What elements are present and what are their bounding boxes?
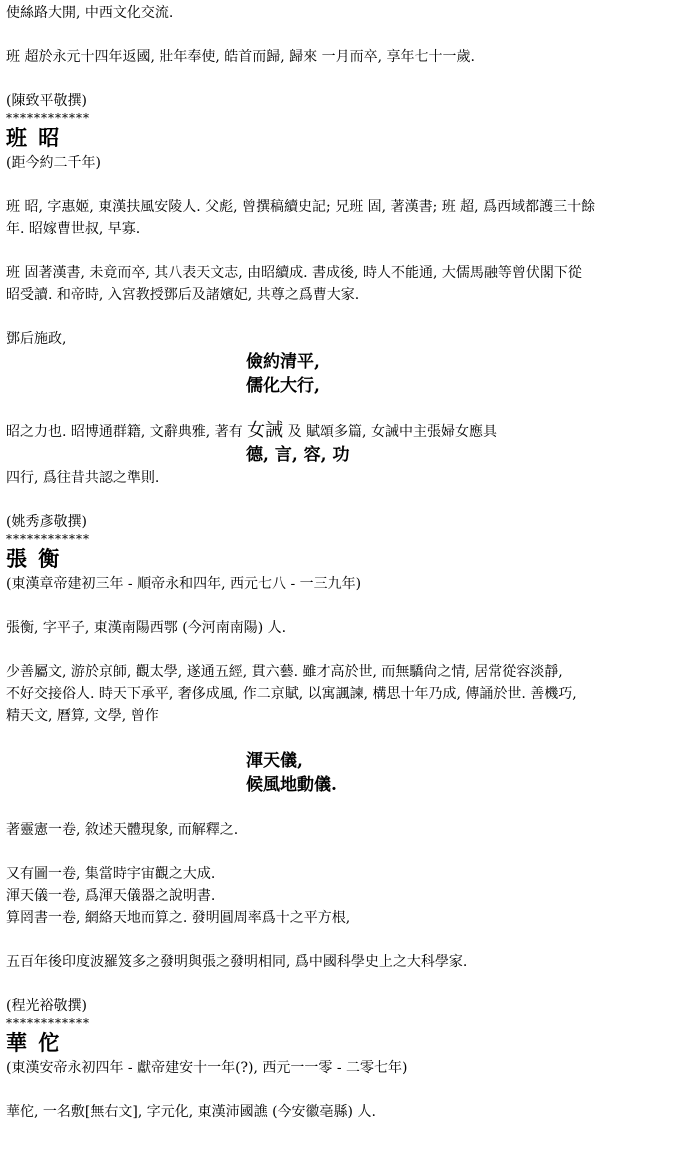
- text-line: 班 固著漢書, 未竟而卒, 其八表天文志, 由昭續成. 書成後, 時人不能通, 大儒馬融等曾伏閣下從: [6, 265, 582, 281]
- separator: ************: [6, 111, 90, 125]
- text-line: 班 超於永元十四年返國, 壯年奉使, 皓首而歸, 歸來 一月而卒, 享年七十一歲.: [6, 49, 475, 65]
- date-note: (距今約二千年): [6, 155, 101, 171]
- text-line: 華佗, 一名敷[無右文], 字元化, 東漢沛國譙 (今安徽亳縣) 人.: [6, 1104, 376, 1120]
- text-line: 又有圖一卷, 集當時宇宙觀之大成.: [6, 866, 216, 882]
- centered-phrase: 渾天儀,: [246, 751, 303, 771]
- text-line: 鄧后施政,: [6, 331, 67, 347]
- date-note: (東漢安帝永初四年 - 獻帝建安十一年(?), 西元一一零 - 二零七年): [6, 1060, 408, 1076]
- section-heading: 張 衡: [6, 546, 62, 571]
- text-line: 四行, 爲往昔共認之準則.: [6, 470, 160, 486]
- text-line: 年. 昭嫁曹世叔, 早寡.: [6, 221, 141, 237]
- text-line: 不好交接俗人. 時天下承平, 奢侈成風, 作二京賦, 以寓諷諫, 構思十年乃成, 傳誦於世. 善機巧,: [6, 686, 577, 702]
- text-line: 算罔書一卷, 網絡天地而算之. 發明圓周率爲十之平方根,: [6, 910, 351, 926]
- text-line: 少善屬文, 游於京師, 觀太學, 遂通五經, 貫六藝. 雖才高於世, 而無驕尙之情, 居常從容淡靜,: [6, 664, 563, 680]
- centered-phrase: 儉約清平,: [246, 352, 320, 372]
- author-credit: (陳致平敬撰): [6, 93, 87, 109]
- date-note: (東漢章帝建初三年 - 順帝永和四年, 西元七八 - 一三九年): [6, 576, 362, 592]
- document-page: [6, 2, 682, 1123]
- centered-phrase: 候風地動儀.: [246, 775, 337, 795]
- separator: ************: [6, 532, 90, 546]
- text-line: 著靈憲一卷, 敘述天體現象, 而解釋之.: [6, 822, 239, 838]
- text-line: 渾天儀一卷, 爲渾天儀器之說明書.: [6, 888, 216, 904]
- text-line: 昭受讀. 和帝時, 入宮教授鄧后及諸嬪妃, 共尊之爲曹大家.: [6, 287, 360, 303]
- section-heading: 班 昭: [6, 125, 62, 150]
- text-line: 五百年後印度波羅笈多之發明與張之發明相同, 爲中國科學史上之大科學家.: [6, 954, 468, 970]
- text-fragment: 及 賦頌多篇, 女誡中主張婦女應具: [287, 424, 497, 440]
- centered-phrase: 德, 言, 容, 功: [246, 445, 350, 465]
- text-line: 精天文, 曆算, 文學, 曾作: [6, 708, 159, 724]
- author-credit: (程光裕敬撰): [6, 998, 87, 1014]
- centered-phrase: 儒化大行,: [246, 376, 320, 396]
- book-title: 女誡: [247, 420, 284, 441]
- text-line: 使絲路大開, 中西文化交流.: [6, 5, 174, 21]
- text-line: 班 昭, 字惠姬, 東漢扶風安陵人. 父彪, 曾撰稿續史記; 兄班 固, 著漢書; 班 超, 爲西域都護三十餘: [6, 199, 596, 215]
- text-fragment: 昭之力也. 昭博通群籍, 文辭典雅, 著有: [6, 424, 243, 440]
- author-credit: (姚秀彥敬撰): [6, 514, 87, 530]
- text-line: [6, 420, 682, 443]
- section-heading: 華 佗: [6, 1030, 62, 1055]
- text-line: 張衡, 字平子, 東漢南陽西鄂 (今河南南陽) 人.: [6, 620, 287, 636]
- separator: ************: [6, 1016, 90, 1030]
